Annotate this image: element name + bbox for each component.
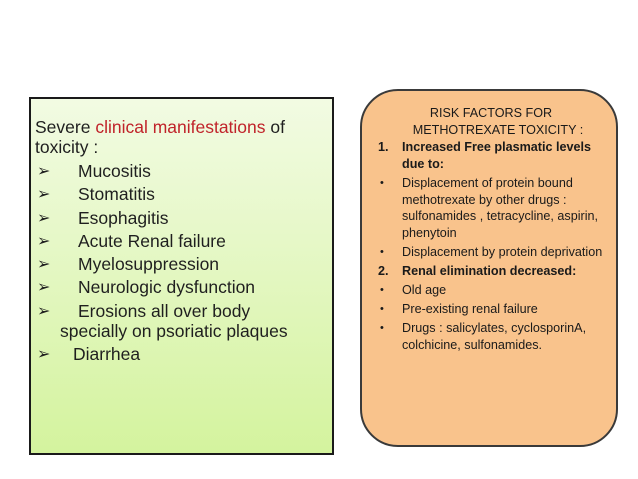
manifestation-list: [35, 161, 332, 364]
arrow-bullet-icon: ➢: [37, 302, 51, 320]
risk-factors-box: [360, 89, 618, 447]
bullet-item: [376, 244, 606, 261]
intro-highlight: clinical manifestations: [95, 117, 266, 137]
item-label: Erosions all over body: [78, 300, 251, 321]
arrow-bullet-icon: ➢: [37, 209, 51, 227]
arrow-bullet-icon: ➢: [37, 346, 51, 364]
item-label: Neurologic dysfunction: [78, 277, 256, 298]
list-item: [35, 208, 332, 228]
item-label: Esophagitis: [78, 207, 169, 228]
bullet-icon: •: [380, 176, 384, 189]
arrow-bullet-icon: ➢: [37, 163, 51, 180]
item-label: Stomatitis: [78, 184, 155, 205]
arrow-bullet-icon: ➢: [37, 256, 51, 274]
bullet-item: [376, 320, 606, 354]
risk-factors-title: [376, 105, 606, 139]
intro-prefix: Severe: [35, 117, 96, 137]
section-label: Renal elimination decreased:: [402, 264, 577, 279]
section-heading: [376, 139, 606, 173]
section-number: 2.: [378, 264, 389, 279]
intro-text: [35, 117, 332, 157]
list-item: [35, 254, 332, 274]
section-number: 1.: [378, 139, 389, 154]
item-continuation: specially on psoriatic plaques: [60, 320, 288, 341]
list-item: [35, 184, 332, 204]
intro-suffix: of: [265, 117, 285, 137]
item-label: Acute Renal failure: [78, 230, 226, 251]
list-item: [35, 277, 332, 297]
list-item: [35, 161, 332, 181]
bullet-text: Displacement of protein bound methotrexate by other drugs : sulfonamides , tetracycline, aspirin, phenytoin: [402, 175, 598, 241]
arrow-bullet-icon: ➢: [37, 186, 51, 204]
title-line2: METHOTREXATE TOXICITY :: [412, 122, 584, 137]
arrow-bullet-icon: ➢: [37, 232, 51, 250]
section-label: Increased Free plasmatic levels due to:: [402, 139, 592, 171]
list-item: [35, 344, 332, 364]
bullet-icon: •: [380, 246, 384, 259]
bullet-text: Pre-existing renal failure: [402, 301, 538, 316]
bullet-item: [376, 282, 606, 299]
title-line1: RISK FACTORS FOR: [429, 106, 553, 120]
bullet-text: Drugs : salicylates, cyclosporinA, colchicine, sulfonamides.: [402, 320, 587, 352]
item-label: Mucositis: [78, 161, 151, 181]
arrow-bullet-icon: ➢: [37, 279, 51, 297]
item-label: Diarrhea: [73, 344, 141, 365]
bullet-icon: •: [380, 321, 384, 334]
bullet-item: [376, 175, 606, 243]
bullet-text: Old age: [402, 283, 447, 298]
section-heading: [376, 263, 606, 280]
clinical-manifestations-box: [29, 97, 334, 455]
bullet-icon: •: [380, 284, 384, 297]
bullet-item: [376, 301, 606, 318]
bullet-icon: •: [380, 302, 384, 315]
list-item: [35, 231, 332, 251]
item-label: Myelosuppression: [78, 254, 220, 275]
bullet-text: Displacement by protein deprivation: [402, 245, 603, 260]
list-item: [35, 301, 332, 341]
intro-line2: toxicity :: [35, 137, 99, 157]
